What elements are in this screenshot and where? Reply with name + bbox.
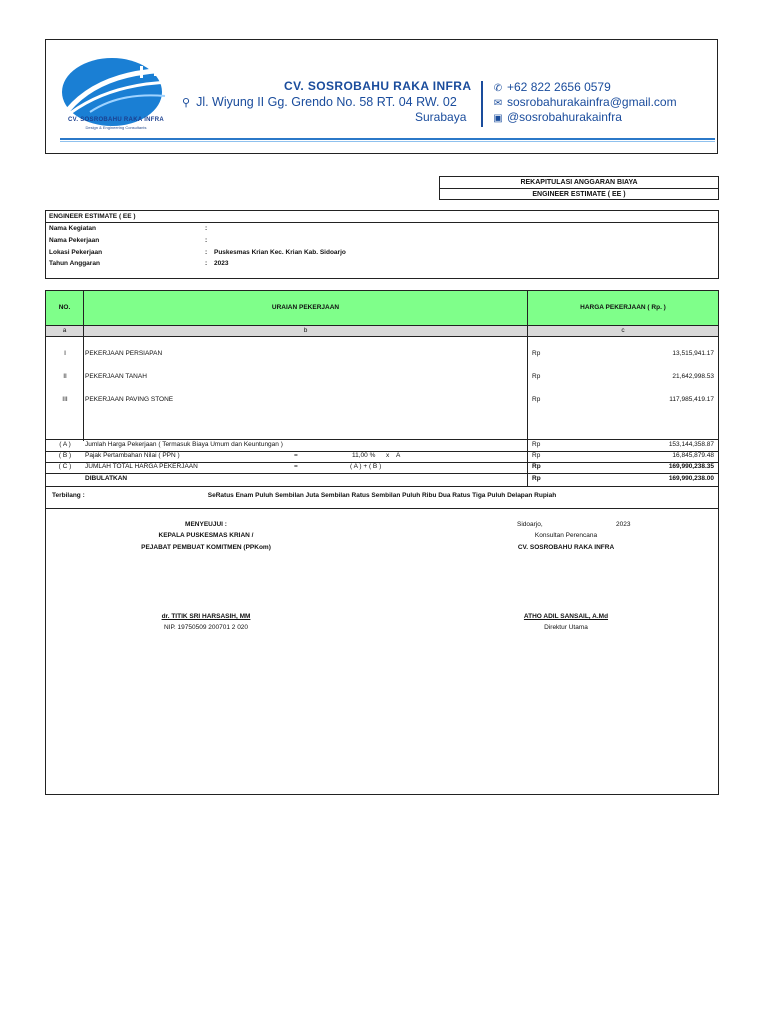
summary-x-b: x bbox=[386, 452, 390, 459]
summary-desc-c: JUMLAH TOTAL HARGA PEKERJAAN bbox=[85, 463, 198, 470]
header-stripe-light bbox=[60, 141, 715, 142]
item-no: III bbox=[62, 396, 68, 403]
envelope-icon: ✉ bbox=[493, 98, 503, 109]
summary-code-a: ( A ) bbox=[59, 441, 71, 448]
summary-currency-c: Rp bbox=[532, 463, 541, 470]
info-colon: : bbox=[205, 260, 208, 267]
header-harga: HARGA PEKERJAAN ( Rp. ) bbox=[528, 291, 718, 325]
summary-desc-a: Jumlah Harga Pekerjaan ( Termasuk Biaya Umum dan Keuntungan ) bbox=[85, 441, 283, 448]
info-colon: : bbox=[205, 225, 208, 232]
phone-icon: ✆ bbox=[493, 83, 503, 94]
title-line-2: ENGINEER ESTIMATE ( EE ) bbox=[532, 191, 626, 198]
item-currency: Rp bbox=[532, 396, 541, 403]
summary-amount-c: 169,990,238.35 bbox=[668, 463, 714, 470]
info-label: Lokasi Pekerjaan bbox=[49, 249, 103, 256]
item-desc: PEKERJAAN TANAH bbox=[85, 373, 147, 380]
email-text: sosrobahurakainfra@gmail.com bbox=[507, 95, 677, 109]
info-label: Nama Pekerjaan bbox=[49, 237, 100, 244]
header-no: NO. bbox=[46, 291, 84, 325]
summary-eq-b: = bbox=[294, 452, 298, 459]
row-line bbox=[46, 473, 718, 474]
info-value: 2023 bbox=[214, 260, 229, 267]
item-no: II bbox=[63, 373, 67, 380]
signature-box bbox=[45, 509, 719, 795]
column-line bbox=[527, 337, 528, 487]
phone-text: +62 822 2656 0579 bbox=[507, 80, 611, 94]
item-amount: 21,642,998.53 bbox=[672, 373, 714, 380]
subheader-c: c bbox=[528, 325, 718, 337]
sign-place: Sidoarjo, bbox=[517, 521, 543, 528]
item-desc: PEKERJAAN PERSIAPAN bbox=[85, 350, 163, 357]
summary-code-b: ( B ) bbox=[58, 452, 72, 459]
contact-instagram bbox=[492, 110, 622, 124]
header-stripe bbox=[60, 138, 715, 140]
approver-name: dr. TITIK SRI HARSASIH, MM bbox=[161, 613, 251, 620]
approve-label: MENYEUJUI : bbox=[185, 521, 227, 528]
info-colon: : bbox=[205, 237, 208, 244]
info-label: Nama Kegiatan bbox=[49, 225, 96, 232]
summary-currency-d: Rp bbox=[532, 475, 541, 482]
info-box bbox=[45, 210, 719, 279]
sign-year: 2023 bbox=[616, 521, 631, 528]
item-currency: Rp bbox=[532, 373, 541, 380]
approver-title-1: KEPALA PUSKESMAS KRIAN / bbox=[158, 532, 254, 539]
terbilang-label: Terbilang : bbox=[52, 492, 85, 499]
summary-currency-a: Rp bbox=[532, 441, 541, 448]
summary-amount-d: 169,990,238.00 bbox=[668, 475, 714, 482]
item-no: I bbox=[64, 350, 66, 357]
summary-amount-a: 153,144,358.87 bbox=[668, 441, 714, 448]
terbilang-text: SeRatus Enam Puluh Sembilan Juta Sembilan Ratus Sembilan Puluh Ribu Dua Ratus Tiga Puluh Delapan Rupiah bbox=[207, 492, 557, 499]
company-name: CV. SOSROBAHU RAKA INFRA bbox=[284, 79, 472, 93]
approver-title-2: PEJABAT PEMBUAT KOMITMEN (PPKom) bbox=[141, 544, 271, 551]
subheader-b: b bbox=[84, 325, 528, 337]
location-pin-icon: ⚲ bbox=[182, 97, 191, 109]
logo-name: CV. SOSROBAHU RAKA INFRA bbox=[67, 117, 165, 123]
title-line-1: REKAPITULASI ANGGARAN BIAYA bbox=[440, 177, 718, 189]
summary-currency-b: Rp bbox=[532, 452, 541, 459]
info-label: Tahun Anggaran bbox=[49, 260, 100, 267]
info-heading: ENGINEER ESTIMATE ( EE ) bbox=[46, 211, 718, 223]
summary-eq-c: = bbox=[294, 463, 298, 470]
item-amount: 13,515,941.17 bbox=[672, 350, 714, 357]
item-desc: PEKERJAAN PAVING STONE bbox=[85, 396, 174, 403]
info-colon: : bbox=[205, 249, 208, 256]
summary-desc-b: Pajak Pertambahan Nilai ( PPN ) bbox=[85, 452, 180, 459]
summary-code-c: ( C ) bbox=[58, 463, 72, 470]
summary-formula-c: ( A ) + ( B ) bbox=[350, 463, 382, 470]
item-currency: Rp bbox=[532, 350, 541, 357]
company-logo-icon bbox=[60, 52, 172, 136]
company-city: Surabaya bbox=[415, 110, 467, 124]
recap-table bbox=[45, 290, 719, 487]
consultant-title: Direktur Utama bbox=[544, 624, 588, 631]
instagram-text: @sosrobahurakainfra bbox=[507, 110, 622, 124]
consultant-company: CV. SOSROBAHU RAKA INFRA bbox=[517, 544, 615, 551]
summary-amount-b: 16,845,879.48 bbox=[672, 452, 714, 459]
terbilang-box bbox=[45, 487, 719, 509]
approver-nip: NIP. 19750509 200701 2 020 bbox=[163, 624, 249, 631]
consultant-name: ATHO ADIL SANSAIL, A.Md bbox=[523, 613, 609, 620]
company-address bbox=[182, 95, 457, 109]
header-uraian: URAIAN PEKERJAAN bbox=[84, 291, 528, 325]
row-line bbox=[46, 439, 718, 440]
item-amount: 117,985,419.17 bbox=[669, 396, 714, 403]
summary-var-b: A bbox=[396, 452, 401, 459]
document-title-box bbox=[439, 176, 719, 200]
summary-pct-b: 11,00 % bbox=[352, 452, 376, 459]
contact-phone bbox=[492, 80, 611, 94]
contact-email bbox=[492, 95, 677, 109]
instagram-icon: ▣ bbox=[493, 113, 503, 124]
address-text: Jl. Wiyung II Gg. Grendo No. 58 RT. 04 RW. 02 bbox=[196, 95, 457, 109]
info-value: Puskesmas Krian Kec. Krian Kab. Sidoarjo bbox=[214, 249, 346, 256]
summary-desc-d: DIBULATKAN bbox=[85, 475, 128, 482]
subheader-a: a bbox=[46, 325, 84, 337]
consultant-role: Konsultan Perencana bbox=[534, 532, 598, 539]
letterhead bbox=[45, 39, 718, 154]
logo-subtitle: Design & Engineering Consultants bbox=[85, 125, 147, 130]
header-divider bbox=[481, 81, 483, 127]
